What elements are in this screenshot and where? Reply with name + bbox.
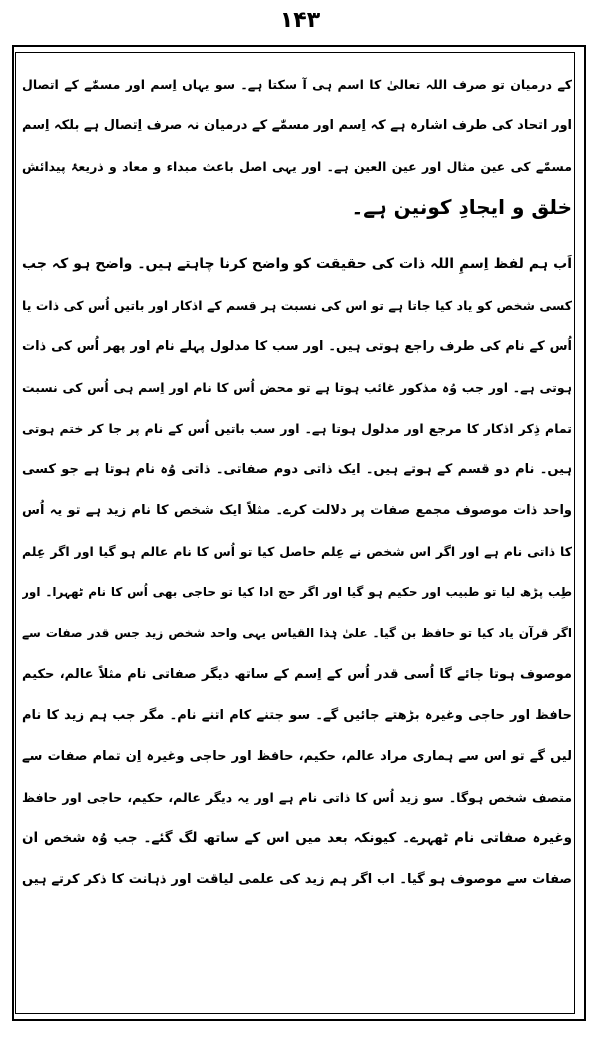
text-line: کا ذاتی نام ہے اور اگر اس شخص نے عِلم حاصل کیا تو اُس کا نام عالم ہو گیا اور اگر عِلم	[22, 544, 572, 559]
text-line: موصوف ہوتا جائے گا اُسی قدر اُس کے اِسم کے ساتھ دیگر صفاتی نام مثلاً عالم، حکیم	[22, 667, 572, 682]
text-line: واحد ذات موصوف مجمع صفات پر دلالت کرے۔ مثلاً ایک شخص کا نام زید ہے تو یہ اُس	[22, 503, 572, 518]
text-line: صفات سے موصوف ہو گیا۔ اب اگر ہم زید کی علمی لیاقت اور ذہانت کا ذکر کرتے ہیں	[22, 872, 572, 887]
text-line: ہوتی ہے۔ اور جب وُہ مذکور غائب ہوتا ہے تو محض اُس کا نام اور اِسم ہی اُس کی نسبت	[22, 380, 572, 395]
text-line: لیں گے تو اس سے ہماری مراد عالم، حکیم، حافظ اور حاجی وغیرہ اِن تمام صفات سے	[22, 749, 572, 764]
text-line: وغیرہ صفاتی نام ٹھہرے۔ کیونکہ بعد میں اس کے ساتھ لگ گئے۔ جب وُہ شخص ان	[22, 830, 572, 846]
text-line: طِب پڑھ لیا تو طبیب اور حکیم ہو گیا اور اگر حج ادا کیا تو حاجی بھی اُس کا نام ٹھہرا۔ اور	[22, 585, 572, 599]
text-line: خلق و ایجادِ کونین ہے۔	[351, 195, 572, 219]
text-line: اَب ہم لفظ اِسمِ اللہ ذات کی حقیقت کو واضح کرنا چاہتے ہیں۔ واضح ہو کہ جب	[22, 256, 572, 272]
text-line: مسمّٰے کی عین مثال اور عین العین ہے۔ اور یہی اصل باعث مبداء و معاد و ذریعۂ پیدائش	[22, 159, 572, 174]
text-line: تمام ذِکر اذکار کا مرجع اور مدلول ہوتا ہے۔ اور سب باتیں اُس کے نام پر جا کر ختم ہوتی	[22, 421, 572, 436]
text-line: اور اتحاد کی طرف اشارہ ہے کہ اِسم اور مسمّٰے کے درمیان نہ صرف اِتصال ہے بلکہ اِسم	[22, 118, 572, 133]
text-line: ہیں۔ نام دو قسم کے ہوتے ہیں۔ ایک ذاتی دوم صفاتی۔ ذاتی وُہ نام ہوتا ہے جو کسی	[22, 462, 572, 477]
text-line: اگر قرآن یاد کیا تو حافظ بن گیا۔ علیٰ ہٰذا القیاس یہی واحد شخص زید جس قدر صفات سے	[22, 626, 572, 640]
page-number: ۱۴۳	[279, 8, 321, 33]
text-line: حافظ اور حاجی وغیرہ بڑھتے جائیں گے۔ سو جتنے کام اتنے نام۔ مگر جب ہم زید کا نام	[22, 708, 572, 723]
paragraph-2	[22, 244, 572, 900]
paragraph-1	[22, 64, 572, 228]
text-line: کے درمیان تو صرف اللہ تعالیٰ کا اسم ہی آ سکتا ہے۔ سو یہاں اِسم اور مسمّٰے کے اتصال	[22, 77, 572, 92]
text-line: کسی شخص کو یاد کیا جاتا ہے تو اس کی نسبت ہر قسم کے اذکار اور باتیں اُس کی ذات یا	[22, 298, 572, 313]
text-line: اُس کے نام کی طرف راجع ہوتی ہیں۔ اور سب کا مدلول پہلے نام اور پھر اُس کی ذات	[22, 339, 572, 354]
text-line: متصف شخص ہوگا۔ سو زید اُس کا ذاتی نام ہے اور یہ دیگر عالم، حکیم، حاجی اور حافظ	[22, 790, 572, 805]
